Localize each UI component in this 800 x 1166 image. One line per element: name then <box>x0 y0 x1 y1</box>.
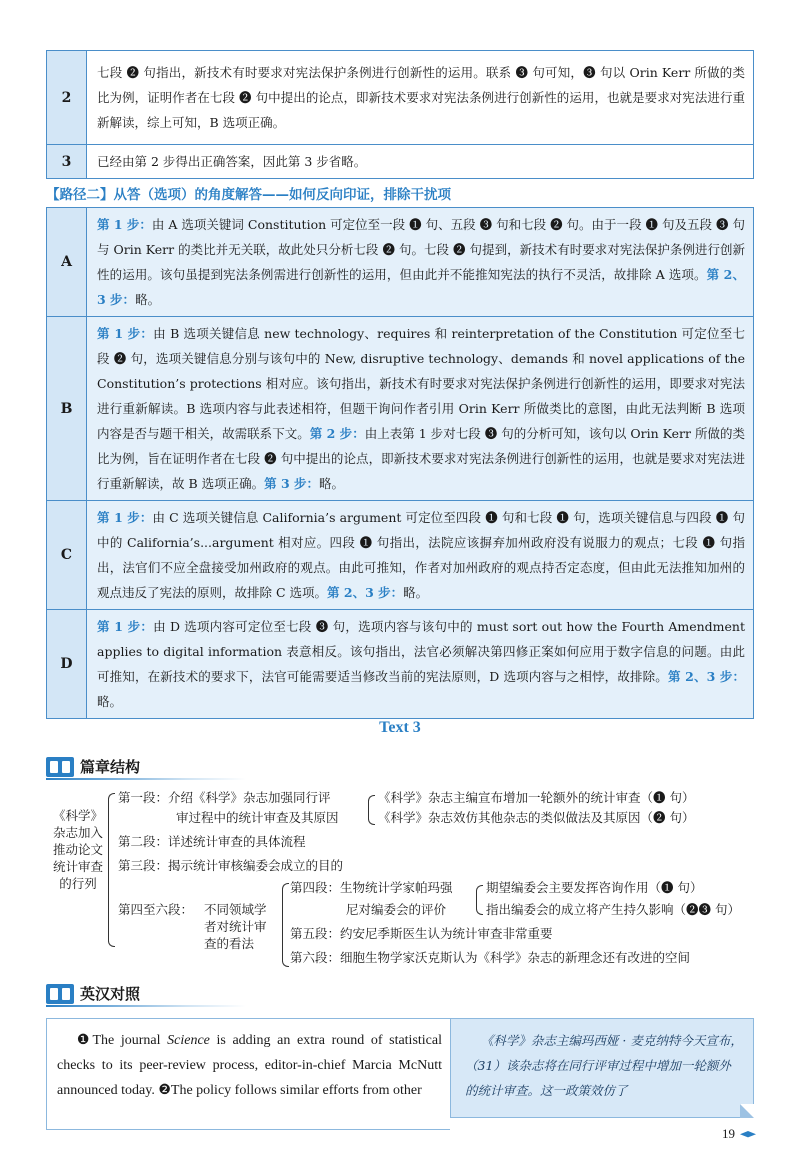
brace <box>282 883 289 967</box>
para1-cont: 审过程中的统计审查及其原因 <box>176 810 339 825</box>
para1-sub1: 《科学》杂志主编宣布增加一轮额外的统计审查（❶ 句） <box>378 790 695 805</box>
bilingual-label: 英汉对照 <box>80 985 141 1003</box>
row-text: 已经由第 2 步得出正确答案，因此第 3 步省略。 <box>87 145 754 179</box>
row-key: 3 <box>47 145 87 179</box>
option-analysis: 第 1 步：由 D 选项内容可定位至七段 ❸ 句，选项内容与该句中的 must sort out how the Fourth Amendment applies to digital information 表意相反。该句指出，法官必须解决第四修正案如何应用于数字信息的问题。由此可推知，在新技术的要求下，法官可能需要适当修改当前的宪法原则，D 选项内容与之相悖，故排除。第 2、3 步：略。 <box>87 610 754 719</box>
top-table <box>46 50 754 179</box>
brace <box>476 885 483 915</box>
option-analysis: 第 1 步：由 A 选项关键词 Constitution 可定位至一段 ❶ 句、五段 ❸ 句和七段 ❷ 句。由于一段 ❶ 句及五段 ❸ 句与 Orin Kerr 的类比并无关联，故此处只分析七段 ❷ 句。七段 ❷ 句提到，新技术有时要求对宪法保护条例进行创新性的运用。该句虽提到宪法条例需进行创新性的运用，但由此并不能推知宪法的执行不灵活，故排除 A 选项。第 2、3 步：略。 <box>87 208 754 317</box>
path2-title: 【路径二】从答（选项）的角度解答——如何反向印证，排除干扰项 <box>46 187 451 203</box>
para4: 第四段：生物统计学家帕玛强 <box>290 880 453 895</box>
para4-6: 第四至六段： <box>118 902 194 917</box>
table-row <box>47 51 754 145</box>
para4-sub1: 期望编委会主要发挥咨询作用（❶ 句） <box>486 880 703 895</box>
divider <box>46 778 246 780</box>
chinese-text: 《科学》杂志主编玛西娅 · 麦克纳特今天宣布，（31）该杂志将在同行评审过程中增加一轮额外的统计审查。这一政策效仿了 <box>450 1018 754 1118</box>
option-key: C <box>47 501 87 610</box>
structure-header <box>46 756 140 777</box>
divider <box>46 1005 246 1007</box>
para2: 第二段：详述统计审查的具体流程 <box>118 834 306 849</box>
para4-sub2: 指出编委会的成立将产生持久影响（❷❸ 句） <box>486 902 740 917</box>
bilingual-header <box>46 983 140 1004</box>
option-key: B <box>47 317 87 501</box>
options-table <box>46 207 754 719</box>
table-row <box>47 145 754 179</box>
book-icon <box>46 984 74 1004</box>
structure-label: 篇章结构 <box>80 758 141 776</box>
table-row <box>47 501 754 610</box>
brace <box>368 795 375 825</box>
para6: 第六段：细胞生物学家沃克斯认为《科学》杂志的新理念还有改进的空间 <box>290 950 691 965</box>
root-node: 《科学》 杂志加入 推动论文 统计审查 的行列 <box>52 808 103 891</box>
row-key: 2 <box>47 51 87 145</box>
option-key: A <box>47 208 87 317</box>
para1-sub2: 《科学》杂志效仿其他杂志的类似做法及其原因（❷ 句） <box>378 810 695 825</box>
para1: 第一段：介绍《科学》杂志加强同行评 <box>118 790 331 805</box>
page-number: 19 <box>722 1126 735 1141</box>
row-text: 七段 ❷ 句指出，新技术有时要求对宪法保护条例进行创新性的运用。联系 ❸ 句可知，❸ 句以 Orin Kerr 所做的类比为例，证明作者在七段 ❷ 句中提出的论点，即新技术要求对宪法条例进行创新性的运用，也就是要求对宪法进行重新解读，综上可知，B 选项正确。 <box>87 51 754 145</box>
graduation-cap-icon <box>740 1131 756 1139</box>
text3-title: Text 3 <box>379 719 421 736</box>
table-row <box>47 317 754 501</box>
option-analysis: 第 1 步：由 C 选项关键信息 California’s argument 可定位至四段 ❶ 句和七段 ❶ 句，选项关键信息与四段 ❶ 句中的 California’s...argument 相对应。四段 ❶ 句指出，法院应该摒弃加州政府没有说服力的观点；七段 ❶ 句指出，法官们不应全盘接受加州政府的观点。由此可推知，作者对加州政府的观点持否定态度，但由此无法推知加州的观点违反了宪法的原则，故排除 C 选项。第 2、3 步：略。 <box>87 501 754 610</box>
page-fold-icon <box>740 1104 754 1118</box>
para5: 第五段：约安尼季斯医生认为统计审查非常重要 <box>290 926 553 941</box>
option-key: D <box>47 610 87 719</box>
table-row <box>47 208 754 317</box>
structure-tree <box>46 785 766 970</box>
bilingual-block <box>46 1018 754 1130</box>
para4-6-desc: 不同领域学 者对统计审 查的看法 <box>204 902 267 951</box>
brace <box>108 793 115 947</box>
option-analysis: 第 1 步：由 B 选项关键信息 new technology、requires 和 reinterpretation of the Constitution 可定位至七段 ❷ 句，选项关键信息分别与该句中的 New, disruptive technology、demands 和 novel applications of the Constitution’s protections 相对应。该句指出，新技术有时要求对宪法保护条例进行创新性的运用，即要求对宪法进行重新解读。B 选项内容与此表述相符，但题干询问作者引用 Orin Kerr 所做类比的意图，由此无法判断 B 选项内容是否与题干相关，故需联系下文。第 2 步：由上表第 1 步对七段 ❸ 句的分析可知，该句以 Orin Kerr 所做的类比为例，旨在证明作者在七段 ❷ 句中提出的论点，即新技术要求对宪法条例进行创新性的运用，也就是要求对宪法进行重新解读，故 B 选项正确。第 3 步：略。 <box>87 317 754 501</box>
para4-cont: 尼对编委会的评价 <box>346 902 447 917</box>
para3: 第三段：揭示统计审核编委会成立的目的 <box>118 858 344 873</box>
table-row <box>47 610 754 719</box>
book-icon <box>46 757 74 777</box>
english-text: ❶The journal Science is adding an extra round of statistical checks to its peer-review process, editor-in-chief Marcia McNutt announced today. ❷The policy follows similar efforts from other <box>46 1018 450 1130</box>
